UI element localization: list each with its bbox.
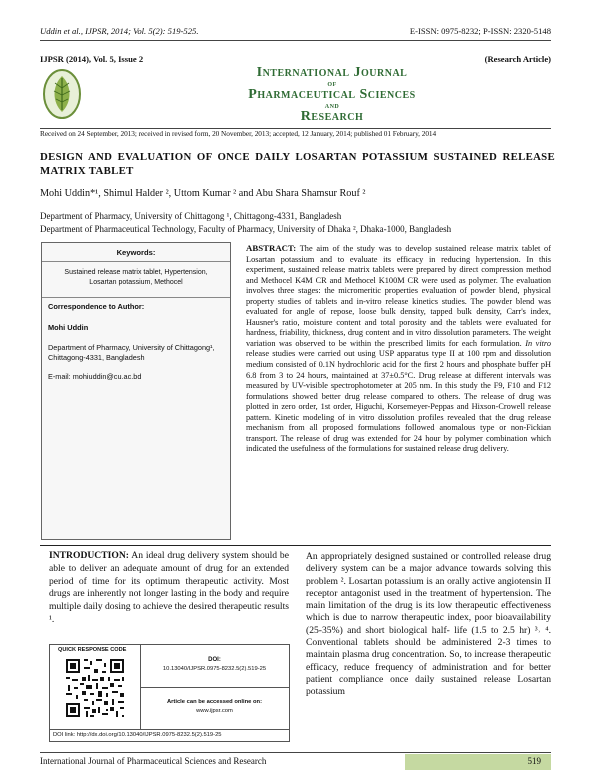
running-header-right: E-ISSN: 0975-8232; P-ISSN: 2320-5148 [409,26,551,36]
abstract [246,243,551,455]
introduction-text: An ideal drug delivery system should be able to deliver an adequate amount of drug for an extended period of time for its optimum therapeutic activity. Most drugs are inherently not longer lasting in the body and require multiple daily dosing to achieve the desired therapeutic results ¹. [49,550,289,625]
journal-logo-line2: of [327,79,337,88]
correspondence-heading: Correspondence to Author: [48,302,145,311]
page-number: 519 [527,756,541,766]
doi-link-row [50,729,289,742]
footer-rule [40,752,551,753]
access-label: Article can be accessed online on: [166,699,263,705]
access-panel [140,687,289,729]
keywords-list: Sustained release matrix tablet, Hypertension, Losartan potassium, Methocel [64,269,208,286]
journal-emblem [42,68,82,120]
introduction [49,550,289,627]
right-column-text: An appropriately designed sustained or controlled release drug delivery system can be a major advance towards solving this problem ². Losartan potassium is an orally active angiotensin II receptor antagonist used in the treatment of hypertension. The main limitation of the drug is its low therapeutic effectiveness which is due to narrow therapeutic index, poor bioavailability (25-35%) and short biological half- life (1.5 to 2.5 hr) ³˒ ⁴. Conventional tablets should be administered 2-3 times to maintain plasma drug concentration. So, to increase therapeutic efficacy, reduce frequency of administration and for better patient compliance once daily sustained release Losartan potassium [306,551,551,698]
keywords-box [41,242,231,540]
article-title: DESIGN AND EVALUATION OF ONCE DAILY LOSARTAN POTASSIUM SUSTAINED RELEASE MATRIX TABLET [40,151,555,177]
affiliation-1: Department of Pharmacy, University of Chittagong ¹, Chittagong-4331, Bangladesh [40,211,342,221]
doi-link[interactable]: DOI link: http://dx.doi.org/10.13040/IJPSR.0975-8232.5(2).519-25 [53,732,222,738]
qr-code-icon [64,657,126,719]
article-type: (Research Article) [484,54,551,64]
header-rule [40,40,551,41]
footer-page-bar [405,754,551,770]
qr-doi-box [49,644,290,742]
footer-journal: International Journal of Pharmaceutical Sciences and Research [40,756,267,766]
qr-panel [50,645,141,729]
issue-line: IJPSR (2014), Vol. 5, Issue 2 [40,54,144,64]
correspondence-email: E-mail: mohiuddin@cu.ac.bd [48,372,142,381]
introduction-label: INTRODUCTION: [49,550,129,561]
journal-logo-line5: Research [300,109,364,124]
journal-logo-line1: International Journal [256,65,408,80]
received-line: Received on 24 September, 2013; received in revised form, 20 November, 2013; accepted, 12 January, 2014; published 01 February, 2014 [40,129,437,138]
quick-response-label: QUICK RESPONSE CODE [58,647,127,653]
doi-panel [140,645,289,688]
abstract-rule [40,545,551,546]
abstract-text-part1: The aim of the study was to develop sustained release matrix tablet of Losartan potassium and to evaluate its efficacy in reducing hypertension. In this experiment, sustained release matrix tablets were prepared by direct compression method and Methocel K4M CR and Methocel K100M CR were used as polymer. The evaluation involves three stages: the micromeritic properties evaluation of powder blend, physical property studies of tablets and in-vitro release kinetics studies. The powder blend was evaluated for angle of repose, loose bulk density, tapped bulk density, Carr's index, Hausner's ratio, moisture content and total porosity and the tablets were evaluated for hardness, friability, thickness, drug content and in vitro dissolution parameters. The weight variation was observed to be within the prescribed limits for each formulation. [246,244,551,348]
journal-logo [182,66,482,128]
abstract-in-vitro: In vitro [525,338,551,348]
correspondence-address: Department of Pharmacy, University of Chittagong¹, Chittagong-4331, Bangladesh [48,343,215,362]
correspondence-author: Mohi Uddin [48,323,89,332]
journal-logo-line4: and [324,101,340,110]
running-header-left: Uddin et al., IJPSR, 2014; Vol. 5(2): 519-525. [40,26,199,36]
journal-logo-line3: Pharmaceutical Sciences [248,87,416,102]
authors: Mohi Uddin*¹, Shimul Halder ², Uttom Kumar ² and Abu Shara Shamsur Rouf ² [40,188,366,199]
affiliation-2: Department of Pharmaceutical Technology, Faculty of Pharmacy, University of Dhaka ², Dhaka-1000, Bangladesh [40,224,452,234]
access-url[interactable]: www.ijpsr.com [196,708,233,714]
abstract-text-part2: release studies were carried out using USP apparatus type II at 100 rpm and dissolution medium consisted of 0.1N hydrochloric acid for the first 2 hours and phosphate buffer pH 6.8 from 3 to 24 hours, maintained at 37±0.5°C. Drug release at different intervals was measured by UV-visible spectrophotometer at 205 nm. In this study the F9, F10 and F12 formulations showed better drug release compared to others. The release of drug was plotted in zero order, 1st order, Higuchi, Korsemeyer-Peppas and Hixson-Crowell release pattern. Kinetic modeling of in vitro dissolution profiles revealed that the drug release mechanism from all proposed formulations followed anomalous type or non-Fickian transport. The release of drug was extended for 24 hour by polymer combination which indicated the usefulness of the formulations for sustained release drug delivery. [246,349,551,454]
doi-label: DOI: [208,657,221,663]
doi-value: 10.13040/IJPSR.0975-8232.5(2).519-25 [162,666,267,672]
abstract-label: ABSTRACT: [246,243,297,253]
keywords-heading: Keywords: [116,248,156,257]
